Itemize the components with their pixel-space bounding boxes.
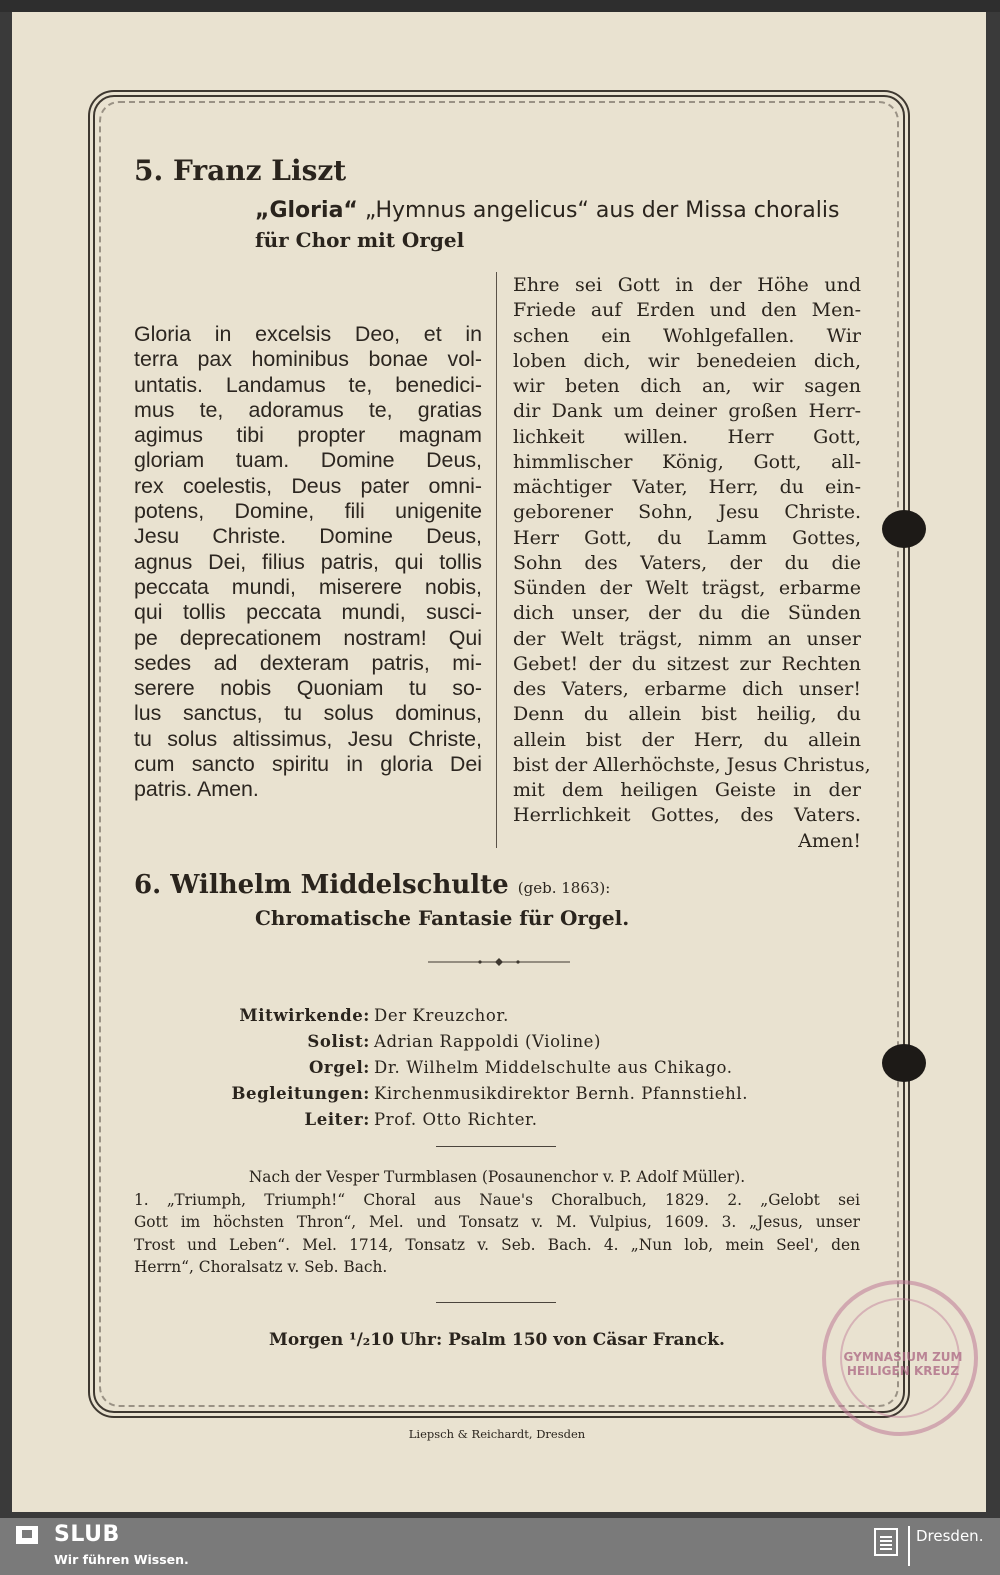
german-line: dir Dank um deiner großen Herr- (513, 400, 861, 423)
credit-row (140, 1002, 748, 1028)
dresden-logo[interactable]: Dresden. (916, 1527, 984, 1545)
latin-line: patris. Amen. (134, 777, 259, 802)
credit-value: Kirchenmusikdirektor Bernh. Pfannstiehl. (374, 1083, 749, 1103)
rule-2 (436, 1302, 556, 1303)
footer-separator (908, 1526, 910, 1566)
vesper-line: Trost und Leben“. Mel. 1714, Tonsatz v. Seb. Bach. 4. „Nun lob, mein Seel', den (134, 1235, 860, 1254)
credit-row (140, 1080, 748, 1106)
slub-brand[interactable]: SLUB (54, 1522, 120, 1547)
german-line: loben dich, wir benedeien dich, (513, 349, 861, 372)
credit-row (140, 1054, 748, 1080)
printer-imprint: Liepsch & Reichardt, Dresden (408, 1427, 586, 1441)
dresden-crest-icon (874, 1528, 898, 1556)
credit-value: Adrian Rappoldi (Violine) (374, 1031, 602, 1051)
credits-list (140, 1002, 748, 1132)
section5-subtitle (255, 198, 839, 223)
german-line: Denn du allein bist heilig, du (513, 703, 861, 726)
hymnus-title: „Hymnus angelicus“ aus der Missa choralis (357, 198, 840, 223)
latin-line: agnus Dei, filius patris, qui tollis (134, 549, 482, 574)
latin-line: rex coelestis, Deus pater omni- (134, 473, 482, 498)
latin-line: agimus tibi propter magnam (134, 423, 482, 448)
vesper-line: Nach der Vesper Turmblasen (Posaunenchor v. P. Adolf Müller). (248, 1168, 746, 1186)
german-line: Herr Gott, du Lamm Gottes, (513, 526, 861, 549)
german-line: schen ein Wohlgefallen. Wir (513, 324, 861, 347)
german-line: Friede auf Erden und den Men- (513, 299, 861, 322)
latin-line: terra pax hominibus bonae vol- (134, 347, 482, 372)
german-line: lichkeit willen. Herr Gott, (513, 425, 861, 448)
latin-line: peccata mundi, miserere nobis, (134, 574, 482, 599)
german-line: bist der Allerhöchste, Jesus Christus, (513, 753, 871, 776)
german-line: allein bist der Herr, du allein (513, 728, 861, 751)
german-text (513, 273, 871, 854)
section5-heading: 5. Franz Liszt (134, 154, 347, 187)
library-stamp (822, 1280, 978, 1436)
credit-label: Mitwirkende: (239, 1005, 370, 1025)
latin-line: gloriam tuam. Domine Deus, (134, 448, 482, 473)
latin-line: serere nobis Quoniam tu so- (134, 676, 482, 701)
next-morning-note: Morgen ¹/₂10 Uhr: Psalm 150 von Cäsar Franck. (269, 1330, 725, 1350)
german-line: Ehre sei Gott in der Höhe und (513, 274, 861, 296)
german-line: Gebet! der du sitzest zur Rechten (513, 652, 861, 675)
german-line: Sohn des Vaters, der du die (513, 551, 861, 574)
punch-hole-top (882, 510, 926, 548)
slub-logo-icon (16, 1526, 38, 1544)
credit-row (140, 1028, 748, 1054)
german-line: der Welt trägst, nimm an unser (513, 627, 861, 650)
credit-value: Dr. Wilhelm Middelschulte aus Chikago. (374, 1057, 733, 1077)
vesper-line: Herrn“, Choralsatz v. Seb. Bach. (134, 1258, 388, 1276)
latin-line: pe deprecationem nostram! Qui (134, 625, 482, 650)
latin-line: mus te, adoramus te, gratias (134, 397, 482, 422)
latin-line: sedes ad dexteram patris, mi- (134, 650, 482, 675)
credit-label: Begleitungen: (231, 1083, 370, 1103)
gloria-title: „Gloria“ (255, 198, 358, 223)
column-divider (496, 272, 497, 848)
slub-tagline: Wir führen Wissen. (54, 1552, 189, 1567)
rule-1 (436, 1146, 556, 1147)
latin-line: qui tollis peccata mundi, susci- (134, 600, 482, 625)
german-line: mit dem heiligen Geiste in der (513, 779, 861, 801)
german-line: Sünden der Welt trägst, erbarme (513, 577, 861, 599)
section5-instrumentation: für Chor mit Orgel (255, 228, 465, 252)
credit-row (140, 1106, 748, 1132)
section6-born: (geb. 1863): (517, 879, 611, 897)
section6-heading (134, 870, 610, 900)
latin-line: potens, Domine, fili unigenite (134, 499, 482, 524)
slub-footer (0, 1518, 1000, 1575)
section6-composer: 6. Wilhelm Middelschulte (134, 870, 509, 900)
latin-line: cum sancto spiritu in gloria Dei (134, 752, 482, 777)
ornament-divider (428, 956, 570, 968)
german-line: himmlischer König, Gott, all- (513, 450, 861, 473)
section6-subtitle: Chromatische Fantasie für Orgel. (255, 906, 630, 930)
latin-text (134, 322, 482, 803)
german-line: Herrlichkeit Gottes, des Vaters. (513, 804, 861, 827)
latin-line: untatis. Landamus te, benedici- (134, 372, 482, 397)
latin-line: tu solus altissimus, Jesu Christe, (134, 726, 482, 751)
latin-line: Jesu Christe. Domine Deus, (134, 524, 482, 549)
scan-border (0, 0, 1000, 12)
german-line: wir beten dich an, wir sagen (513, 375, 861, 397)
german-line: des Vaters, erbarme dich unser! (513, 678, 861, 700)
latin-line: lus sanctus, tu solus dominus, (134, 701, 482, 726)
german-line: mächtiger Vater, Herr, du ein- (513, 476, 861, 498)
vesper-line: Gott im höchsten Thron“, Mel. und Tonsatz v. M. Vulpius, 1609. 3. „Jesus, unser (134, 1213, 860, 1231)
german-amen: Amen! (798, 829, 861, 852)
stamp-text: GYMNASIUM ZUM HEILIGEN KREUZ (843, 1350, 963, 1378)
latin-line: Gloria in excelsis Deo, et in (134, 322, 482, 346)
german-line: dich unser, der du die Sünden (513, 602, 861, 625)
credit-label: Orgel: (308, 1057, 370, 1077)
punch-hole-bottom (882, 1044, 926, 1082)
credit-label: Leiter: (304, 1109, 370, 1129)
vesper-line: 1. „Triumph, Triumph!“ Choral aus Naue's Choralbuch, 1829. 2. „Gelobt sei (134, 1190, 860, 1209)
credit-value: Der Kreuzchor. (374, 1005, 509, 1025)
credit-value: Prof. Otto Richter. (374, 1109, 538, 1129)
credit-label: Solist: (307, 1031, 370, 1051)
vesper-note (134, 1166, 860, 1279)
german-line: geborener Sohn, Jesu Christe. (513, 501, 861, 524)
